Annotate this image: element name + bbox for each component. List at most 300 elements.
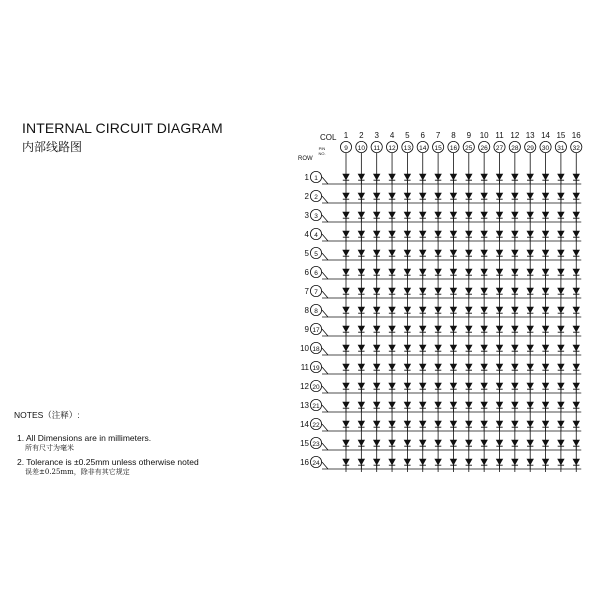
row-number: 4: [304, 230, 309, 239]
column-pin-number: 29: [526, 144, 534, 152]
led-diode-symbol: [389, 307, 395, 313]
led-diode-symbol: [450, 288, 456, 294]
column-number: 12: [510, 131, 520, 140]
led-diode-symbol: [358, 402, 364, 408]
led-diode-symbol: [512, 174, 518, 180]
led-diode-symbol: [374, 231, 380, 237]
led-diode-symbol: [374, 250, 380, 256]
led-diode-symbol: [542, 231, 548, 237]
led-diode-symbol: [496, 231, 502, 237]
led-diode-symbol: [466, 212, 472, 218]
pin-label: NO.: [318, 151, 326, 156]
led-diode-symbol: [512, 307, 518, 313]
row-pin-number: 1: [314, 174, 318, 182]
led-diode-symbol: [496, 326, 502, 332]
note-text-chinese: 误差±0.25mm，除非有其它规定: [25, 468, 130, 476]
led-diode-symbol: [558, 193, 564, 199]
column-pin-number: 16: [449, 144, 458, 152]
led-diode-symbol: [450, 174, 456, 180]
row-number: 9: [304, 325, 309, 334]
led-diode-symbol: [404, 459, 410, 465]
led-diode-symbol: [558, 364, 564, 370]
led-diode-symbol: [374, 402, 380, 408]
row-pin-number: 20: [312, 383, 320, 391]
led-diode-symbol: [358, 231, 364, 237]
led-diode-symbol: [343, 459, 349, 465]
led-diode-symbol: [527, 402, 533, 408]
led-diode-symbol: [435, 421, 441, 427]
row-number: 6: [304, 268, 309, 277]
led-diode-symbol: [374, 364, 380, 370]
led-diode-symbol: [435, 212, 441, 218]
led-diode-symbol: [343, 193, 349, 199]
row-lead-line: [322, 253, 328, 260]
led-diode-symbol: [558, 307, 564, 313]
led-diode-symbol: [496, 383, 502, 389]
led-diode-symbol: [527, 193, 533, 199]
led-diode-symbol: [343, 269, 349, 275]
led-diode-symbol: [496, 269, 502, 275]
row-number: 13: [300, 401, 309, 410]
led-diode-symbol: [573, 307, 579, 313]
led-diode-symbol: [435, 250, 441, 256]
column-pin-number: 15: [434, 144, 442, 152]
row-pin-number: 22: [312, 421, 320, 429]
led-diode-symbol: [466, 440, 472, 446]
led-diode-symbol: [450, 250, 456, 256]
led-diode-symbol: [343, 326, 349, 332]
row-pin-number: 7: [314, 288, 318, 296]
row-pin-number: 24: [312, 459, 320, 467]
led-diode-symbol: [481, 364, 487, 370]
led-diode-symbol: [450, 269, 456, 275]
led-diode-symbol: [527, 231, 533, 237]
column-pin-number: 11: [373, 144, 381, 152]
led-diode-symbol: [481, 193, 487, 199]
led-diode-symbol: [496, 345, 502, 351]
led-diode-symbol: [389, 269, 395, 275]
led-diode-symbol: [374, 212, 380, 218]
led-diode-symbol: [374, 440, 380, 446]
led-diode-symbol: [374, 193, 380, 199]
led-diode-symbol: [481, 231, 487, 237]
column-pin-number: 27: [495, 144, 504, 152]
led-diode-symbol: [435, 345, 441, 351]
led-diode-symbol: [527, 364, 533, 370]
column-pin-number: 9: [344, 144, 348, 152]
row-lead-line: [322, 386, 328, 393]
led-diode-symbol: [573, 174, 579, 180]
led-diode-symbol: [542, 421, 548, 427]
led-diode-symbol: [420, 440, 426, 446]
led-diode-symbol: [542, 459, 548, 465]
led-diode-symbol: [527, 174, 533, 180]
led-diode-symbol: [481, 269, 487, 275]
led-diode-symbol: [358, 421, 364, 427]
row-number: 5: [304, 249, 309, 258]
led-diode-symbol: [420, 459, 426, 465]
led-diode-symbol: [558, 231, 564, 237]
led-diode-symbol: [466, 421, 472, 427]
led-diode-symbol: [496, 364, 502, 370]
led-diode-symbol: [573, 421, 579, 427]
led-diode-symbol: [343, 440, 349, 446]
led-diode-symbol: [512, 402, 518, 408]
led-diode-symbol: [496, 421, 502, 427]
led-diode-symbol: [450, 326, 456, 332]
row-number: 15: [300, 439, 309, 448]
led-diode-symbol: [496, 212, 502, 218]
diagram-subtitle: 内部线路图: [22, 140, 83, 154]
led-diode-symbol: [512, 288, 518, 294]
led-diode-symbol: [358, 459, 364, 465]
led-diode-symbol: [527, 250, 533, 256]
led-diode-symbol: [527, 326, 533, 332]
led-diode-symbol: [481, 250, 487, 256]
led-diode-symbol: [496, 193, 502, 199]
led-diode-symbol: [404, 421, 410, 427]
column-pin-number: 14: [419, 144, 427, 152]
led-diode-symbol: [481, 440, 487, 446]
led-diode-symbol: [420, 174, 426, 180]
led-diode-symbol: [435, 459, 441, 465]
led-diode-symbol: [542, 250, 548, 256]
note-text-chinese: 所有尺寸为毫米: [25, 444, 74, 452]
led-diode-symbol: [512, 421, 518, 427]
led-diode-symbol: [512, 383, 518, 389]
led-diode-symbol: [527, 269, 533, 275]
led-diode-symbol: [466, 193, 472, 199]
led-diode-symbol: [481, 383, 487, 389]
led-diode-symbol: [542, 307, 548, 313]
led-diode-symbol: [343, 250, 349, 256]
note-text: 2. Tolerance is ±0.25mm unless otherwise noted: [17, 457, 199, 467]
row-lead-line: [322, 272, 328, 279]
led-diode-symbol: [343, 383, 349, 389]
led-diode-symbol: [558, 440, 564, 446]
led-diode-symbol: [389, 459, 395, 465]
row-number: 7: [304, 287, 309, 296]
led-diode-symbol: [389, 326, 395, 332]
led-diode-symbol: [358, 383, 364, 389]
led-diode-symbol: [420, 212, 426, 218]
led-diode-symbol: [481, 326, 487, 332]
row-lead-line: [322, 215, 328, 222]
led-diode-symbol: [374, 459, 380, 465]
led-diode-symbol: [573, 345, 579, 351]
led-diode-symbol: [435, 402, 441, 408]
row-lead-line: [322, 310, 328, 317]
led-diode-symbol: [420, 421, 426, 427]
row-lead-line: [322, 443, 328, 450]
led-diode-symbol: [527, 288, 533, 294]
led-diode-symbol: [343, 174, 349, 180]
led-diode-symbol: [496, 402, 502, 408]
led-diode-symbol: [573, 193, 579, 199]
led-diode-symbol: [343, 421, 349, 427]
led-diode-symbol: [420, 307, 426, 313]
column-number: 3: [374, 131, 379, 140]
led-diode-symbol: [389, 193, 395, 199]
led-diode-symbol: [450, 440, 456, 446]
column-number: 16: [571, 131, 581, 140]
row-pin-number: 21: [312, 402, 320, 410]
led-diode-symbol: [542, 288, 548, 294]
led-diode-symbol: [358, 174, 364, 180]
column-number: 1: [343, 131, 349, 140]
led-diode-symbol: [573, 269, 579, 275]
led-diode-symbol: [358, 440, 364, 446]
led-diode-symbol: [358, 269, 364, 275]
led-diode-symbol: [481, 307, 487, 313]
led-diode-symbol: [343, 307, 349, 313]
led-diode-symbol: [389, 402, 395, 408]
row-number: 11: [300, 363, 309, 372]
led-diode-symbol: [466, 459, 472, 465]
led-diode-symbol: [466, 231, 472, 237]
led-diode-symbol: [542, 326, 548, 332]
led-diode-symbol: [404, 212, 410, 218]
led-diode-symbol: [435, 364, 441, 370]
led-diode-symbol: [450, 193, 456, 199]
led-diode-symbol: [512, 440, 518, 446]
led-diode-symbol: [466, 383, 472, 389]
led-diode-symbol: [404, 174, 410, 180]
led-diode-symbol: [450, 231, 456, 237]
led-diode-symbol: [527, 345, 533, 351]
column-pin-number: 31: [557, 144, 565, 152]
led-diode-symbol: [466, 288, 472, 294]
led-diode-symbol: [527, 440, 533, 446]
led-diode-symbol: [466, 250, 472, 256]
led-diode-symbol: [389, 421, 395, 427]
column-number: 11: [495, 131, 504, 140]
led-diode-symbol: [573, 212, 579, 218]
led-diode-symbol: [558, 326, 564, 332]
led-diode-symbol: [512, 269, 518, 275]
column-number: 7: [435, 131, 441, 140]
led-diode-symbol: [466, 364, 472, 370]
led-diode-symbol: [389, 345, 395, 351]
led-diode-symbol: [420, 193, 426, 199]
led-diode-symbol: [343, 212, 349, 218]
led-diode-symbol: [496, 440, 502, 446]
row-lead-line: [322, 348, 328, 355]
led-diode-symbol: [558, 421, 564, 427]
row-number: 12: [300, 382, 309, 391]
led-diode-symbol: [558, 459, 564, 465]
led-diode-symbol: [450, 307, 456, 313]
led-diode-symbol: [496, 250, 502, 256]
led-diode-symbol: [420, 231, 426, 237]
led-diode-symbol: [343, 345, 349, 351]
led-diode-symbol: [481, 421, 487, 427]
led-diode-symbol: [389, 288, 395, 294]
row-pin-number: 2: [314, 193, 318, 201]
led-diode-symbol: [573, 402, 579, 408]
led-diode-symbol: [466, 326, 472, 332]
row-lead-line: [322, 291, 328, 298]
led-diode-symbol: [404, 383, 410, 389]
led-diode-symbol: [420, 250, 426, 256]
led-diode-symbol: [542, 174, 548, 180]
led-diode-symbol: [512, 231, 518, 237]
led-diode-symbol: [358, 193, 364, 199]
led-diode-symbol: [573, 364, 579, 370]
led-diode-symbol: [404, 288, 410, 294]
led-diode-symbol: [420, 383, 426, 389]
led-diode-symbol: [404, 326, 410, 332]
led-diode-symbol: [573, 383, 579, 389]
column-number: 4: [389, 131, 395, 140]
led-diode-symbol: [450, 364, 456, 370]
led-diode-symbol: [527, 421, 533, 427]
diagram-title: INTERNAL CIRCUIT DIAGRAM: [22, 120, 223, 136]
led-diode-symbol: [404, 364, 410, 370]
led-diode-symbol: [542, 440, 548, 446]
column-pin-number: 28: [511, 144, 519, 152]
row-lead-line: [322, 405, 328, 412]
row-number: 2: [304, 192, 309, 201]
col-label: COL: [320, 133, 337, 142]
led-diode-symbol: [542, 364, 548, 370]
led-diode-symbol: [358, 307, 364, 313]
column-number: 13: [525, 131, 535, 140]
led-diode-symbol: [420, 345, 426, 351]
led-diode-symbol: [435, 307, 441, 313]
row-pin-number: 6: [314, 269, 318, 277]
led-diode-symbol: [573, 231, 579, 237]
led-diode-symbol: [558, 288, 564, 294]
row-lead-line: [322, 462, 328, 469]
led-diode-symbol: [420, 364, 426, 370]
led-diode-symbol: [374, 383, 380, 389]
led-diode-symbol: [358, 212, 364, 218]
led-diode-symbol: [450, 402, 456, 408]
led-diode-symbol: [404, 269, 410, 275]
led-diode-symbol: [420, 288, 426, 294]
led-diode-symbol: [435, 231, 441, 237]
column-pin-number: 30: [541, 144, 550, 152]
led-diode-symbol: [389, 364, 395, 370]
led-diode-symbol: [481, 174, 487, 180]
led-diode-symbol: [374, 307, 380, 313]
led-diode-symbol: [512, 212, 518, 218]
led-diode-symbol: [466, 307, 472, 313]
led-diode-symbol: [573, 459, 579, 465]
column-number: 5: [405, 131, 410, 140]
led-diode-symbol: [358, 250, 364, 256]
led-diode-symbol: [358, 364, 364, 370]
led-diode-symbol: [358, 288, 364, 294]
column-pin-number: 13: [403, 144, 412, 152]
led-diode-symbol: [496, 307, 502, 313]
led-diode-symbol: [420, 326, 426, 332]
led-diode-symbol: [481, 345, 487, 351]
led-diode-symbol: [450, 421, 456, 427]
row-pin-number: 18: [312, 345, 320, 353]
led-diode-symbol: [496, 459, 502, 465]
led-diode-symbol: [542, 402, 548, 408]
led-diode-symbol: [558, 345, 564, 351]
led-diode-symbol: [481, 402, 487, 408]
column-pin-number: 25: [465, 144, 473, 152]
led-diode-symbol: [466, 345, 472, 351]
led-diode-symbol: [542, 212, 548, 218]
column-number: 10: [479, 131, 489, 140]
led-diode-symbol: [558, 269, 564, 275]
led-diode-symbol: [466, 402, 472, 408]
led-diode-symbol: [374, 326, 380, 332]
led-diode-symbol: [573, 288, 579, 294]
led-diode-symbol: [466, 174, 472, 180]
led-diode-symbol: [404, 193, 410, 199]
led-diode-symbol: [435, 326, 441, 332]
led-diode-symbol: [404, 231, 410, 237]
row-lead-line: [322, 424, 328, 431]
led-diode-symbol: [374, 421, 380, 427]
led-diode-symbol: [527, 383, 533, 389]
row-pin-number: 3: [314, 212, 318, 220]
row-number: 3: [304, 211, 309, 220]
row-pin-number: 19: [312, 364, 320, 372]
note-text: 1. All Dimensions are in millimeters.: [17, 433, 152, 443]
led-diode-symbol: [450, 383, 456, 389]
led-diode-symbol: [389, 250, 395, 256]
led-diode-symbol: [450, 459, 456, 465]
led-diode-symbol: [435, 193, 441, 199]
row-pin-number: 23: [312, 440, 320, 448]
led-diode-symbol: [527, 212, 533, 218]
led-diode-symbol: [343, 288, 349, 294]
row-number: 8: [304, 306, 309, 315]
row-pin-number: 4: [314, 231, 318, 239]
row-pin-number: 8: [314, 307, 318, 315]
column-number: 2: [359, 131, 364, 140]
row-lead-line: [322, 196, 328, 203]
led-diode-symbol: [435, 269, 441, 275]
column-number: 9: [466, 131, 472, 140]
column-pin-number: 26: [480, 144, 488, 152]
led-diode-symbol: [573, 440, 579, 446]
led-diode-symbol: [542, 345, 548, 351]
led-diode-symbol: [512, 250, 518, 256]
led-diode-symbol: [512, 364, 518, 370]
led-diode-symbol: [420, 269, 426, 275]
led-diode-symbol: [481, 288, 487, 294]
led-diode-symbol: [481, 212, 487, 218]
led-diode-symbol: [542, 383, 548, 389]
led-diode-symbol: [374, 174, 380, 180]
column-pin-number: 10: [357, 144, 365, 152]
led-diode-symbol: [389, 383, 395, 389]
led-diode-symbol: [558, 402, 564, 408]
row-lead-line: [322, 329, 328, 336]
led-diode-symbol: [404, 250, 410, 256]
row-lead-line: [322, 234, 328, 241]
led-diode-symbol: [481, 459, 487, 465]
led-diode-symbol: [558, 383, 564, 389]
led-diode-symbol: [512, 326, 518, 332]
led-diode-symbol: [389, 231, 395, 237]
row-number: 10: [300, 344, 309, 353]
led-diode-symbol: [558, 250, 564, 256]
column-number: 14: [541, 131, 551, 140]
row-number: 16: [300, 458, 309, 467]
row-lead-line: [322, 177, 328, 184]
led-diode-symbol: [512, 345, 518, 351]
led-diode-symbol: [343, 231, 349, 237]
